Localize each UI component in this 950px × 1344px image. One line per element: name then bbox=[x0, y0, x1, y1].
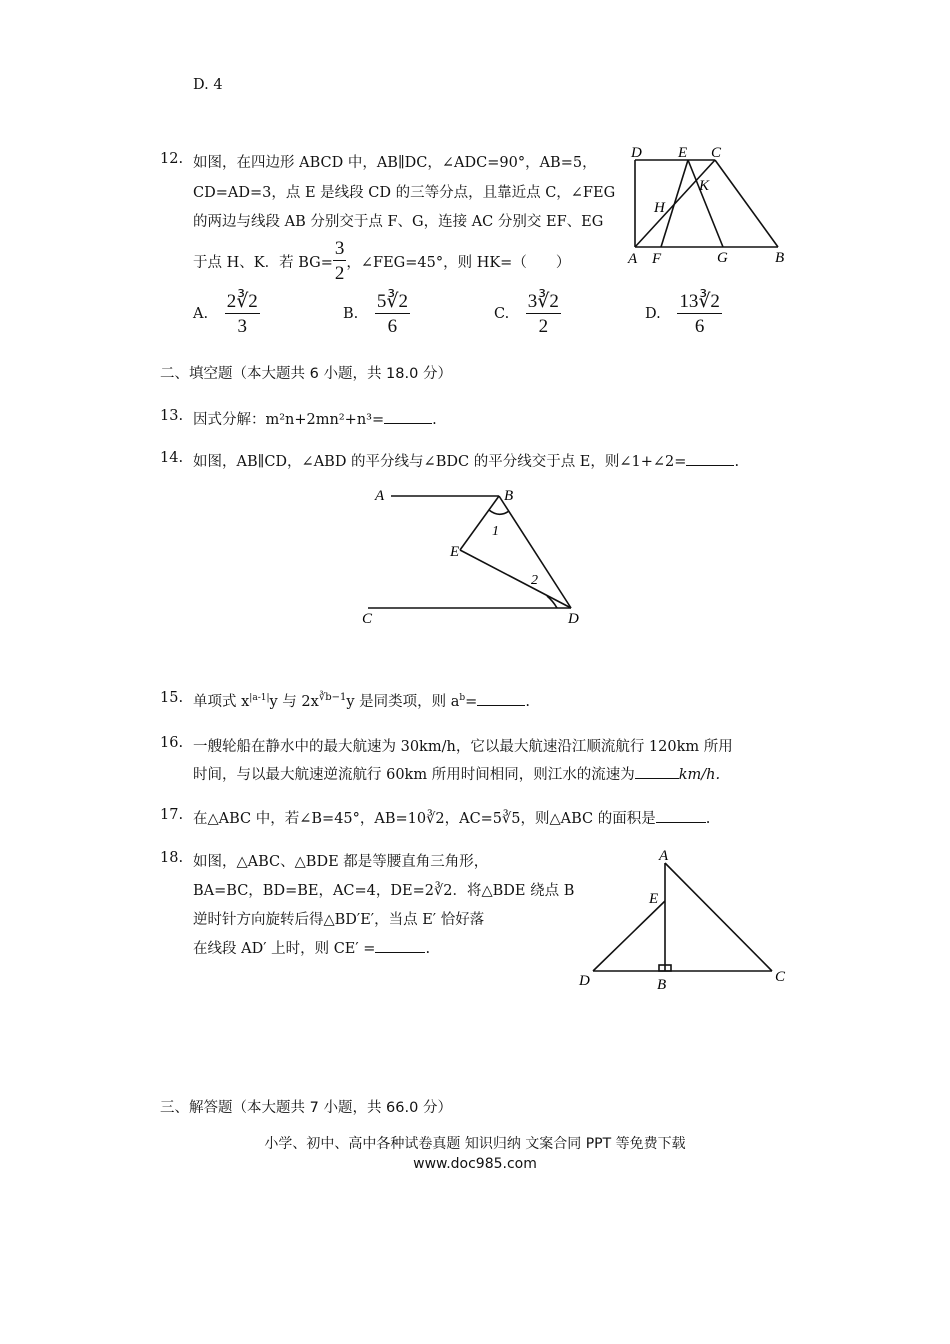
q14-seg-ed bbox=[460, 550, 571, 608]
q12-line4 bbox=[193, 240, 570, 282]
q18-answer-blank[interactable] bbox=[375, 952, 425, 953]
q12-seg-eg bbox=[688, 160, 723, 247]
q13-number: 13. bbox=[160, 408, 184, 424]
q14-answer-blank[interactable] bbox=[686, 465, 734, 466]
q12-option-c-label: C. bbox=[494, 306, 510, 322]
q12-option-b-fraction bbox=[375, 292, 410, 336]
q18-figure bbox=[575, 843, 795, 995]
q12-option-b[interactable] bbox=[343, 292, 410, 336]
q12-option-b-den: 6 bbox=[387, 316, 398, 337]
q12-option-a-num: 2∛2 bbox=[226, 291, 258, 312]
q17-line bbox=[193, 807, 710, 828]
q11-option-d: D. 4 bbox=[193, 77, 223, 93]
q12-bg-fraction bbox=[333, 239, 347, 283]
q14-figure bbox=[358, 480, 598, 630]
q18-line2: BA=BC，BD=BE，AC=4，DE=2∛2．将△BDE 绕点 B bbox=[193, 883, 575, 899]
q12-line1: 如图，在四边形 ABCD 中，AB∥DC，∠ADC=90°，AB=5， bbox=[193, 155, 597, 171]
q16-line1: 一艘轮船在静水中的最大航速为 30km/h，它以最大航速沿江顺流航行 120km 所用 bbox=[193, 739, 733, 755]
q15-text-a: 单项式 x bbox=[193, 694, 250, 710]
q14-label-e: E bbox=[450, 544, 460, 560]
q13-end: . bbox=[432, 412, 437, 428]
q12-option-d-num: 13∛2 bbox=[679, 291, 720, 312]
q14-label-d: D bbox=[568, 611, 579, 627]
q12-label-d: D bbox=[631, 145, 642, 161]
q12-option-d[interactable] bbox=[645, 292, 722, 336]
section-3-heading: 三、解答题（本大题共 7 小题，共 66.0 分） bbox=[160, 1100, 452, 1116]
q15-number: 15. bbox=[160, 690, 184, 706]
q14-seg-be bbox=[460, 496, 499, 550]
q16-line2-text: 时间，与以最大航速逆流航行 60km 所用时间相同，则江水的流速为 bbox=[193, 767, 635, 783]
q17-answer-blank[interactable] bbox=[656, 822, 706, 823]
q12-option-d-den: 6 bbox=[694, 316, 705, 337]
q14-line bbox=[193, 450, 739, 471]
q12-option-d-label: D. bbox=[645, 306, 661, 322]
q18-end: . bbox=[425, 941, 431, 957]
q12-label-c: C bbox=[711, 145, 722, 161]
q18-label-b: B bbox=[657, 977, 667, 993]
q16-line2 bbox=[193, 763, 720, 784]
q18-line3: 逆时针方向旋转后得△BD′E′，当点 E′ 恰好落 bbox=[193, 912, 485, 928]
q15-end: . bbox=[525, 694, 530, 710]
q18-seg-ac bbox=[665, 863, 772, 971]
q15-sup-2: ∛b−1 bbox=[318, 692, 347, 704]
q12-line4-pre: 于点 H、K．若 BG= bbox=[193, 254, 333, 271]
q15-sup-3: b bbox=[459, 693, 466, 704]
q12-label-a: A bbox=[628, 251, 638, 267]
q12-seg-ef bbox=[661, 160, 688, 247]
q12-line3: 的两边与线段 AB 分别交于点 F、G，连接 AC 分别交 EF、EG bbox=[193, 214, 604, 230]
q18-line4 bbox=[193, 937, 430, 958]
footer-url[interactable]: www.doc985.com bbox=[413, 1156, 537, 1172]
q12-option-c[interactable] bbox=[494, 292, 561, 336]
q15-text-b: y 与 2x bbox=[269, 694, 319, 710]
q12-figure bbox=[625, 142, 795, 267]
q12-option-c-num: 3∛2 bbox=[527, 291, 559, 312]
q15-sup-1: |a-1| bbox=[249, 693, 270, 704]
q18-label-a: A bbox=[659, 848, 669, 864]
q12-option-a[interactable] bbox=[193, 292, 260, 336]
q12-label-f: F bbox=[652, 251, 662, 267]
q18-number: 18. bbox=[160, 850, 184, 866]
q18-label-d: D bbox=[579, 973, 590, 989]
q14-label-c: C bbox=[362, 611, 373, 627]
q18-line4-text: 在线段 AD′ 上时，则 CE′ = bbox=[193, 941, 376, 957]
q12-option-a-fraction bbox=[225, 292, 260, 336]
q12-option-b-num: 5∛2 bbox=[376, 291, 408, 312]
q17-text: 在△ABC 中，若∠B=45°，AB=10∛2，AC=5∛5，则△ABC 的面积是 bbox=[193, 811, 656, 827]
q14-angle-1-arc bbox=[489, 510, 509, 514]
q13-answer-blank[interactable] bbox=[384, 423, 432, 424]
q16-answer-blank[interactable] bbox=[635, 778, 679, 779]
q12-option-a-label: A. bbox=[193, 306, 209, 322]
q12-label-e: E bbox=[678, 145, 688, 161]
q16-number: 16. bbox=[160, 735, 184, 751]
q12-number: 12. bbox=[160, 151, 184, 167]
q15-line bbox=[193, 690, 530, 711]
q14-seg-bd bbox=[499, 496, 571, 608]
q12-line4-post: ，∠FEG=45°，则 HK=（ ） bbox=[346, 254, 571, 271]
q14-label-a: A bbox=[375, 488, 385, 504]
q17-end: . bbox=[705, 811, 711, 827]
q14-label-angle-1: 1 bbox=[492, 524, 499, 539]
q13-text: 因式分解：m²n+2mn²+n³= bbox=[193, 412, 385, 428]
q15-text-d: = bbox=[465, 694, 478, 710]
q12-label-g: G bbox=[717, 250, 728, 266]
q14-label-b: B bbox=[504, 488, 514, 504]
section-2-heading: 二、填空题（本大题共 6 小题，共 18.0 分） bbox=[160, 366, 452, 382]
q12-label-h: H bbox=[654, 200, 665, 216]
q14-end: . bbox=[734, 454, 740, 470]
q12-label-k: K bbox=[699, 178, 710, 194]
q14-label-angle-2: 2 bbox=[531, 573, 538, 588]
q18-seg-de bbox=[593, 901, 665, 971]
q14-number: 14. bbox=[160, 450, 184, 466]
footer-line-1: 小学、初中、高中各种试卷真题 知识归纳 文案合同 PPT 等免费下载 bbox=[264, 1136, 686, 1152]
q18-label-e: E bbox=[649, 891, 659, 907]
q12-option-a-den: 3 bbox=[237, 316, 247, 337]
q12-seg-cb bbox=[715, 160, 778, 247]
q17-number: 17. bbox=[160, 807, 184, 823]
q18-label-c: C bbox=[775, 969, 786, 985]
q12-line2: CD=AD=3，点 E 是线段 CD 的三等分点，且靠近点 C，∠FEG bbox=[193, 185, 616, 201]
q15-answer-blank[interactable] bbox=[477, 705, 525, 706]
q12-option-c-den: 2 bbox=[538, 316, 549, 337]
q18-line1: 如图，△ABC、△BDE 都是等腰直角三角形， bbox=[193, 854, 489, 870]
q16-unit: km/h. bbox=[678, 767, 721, 783]
q12-label-b: B bbox=[775, 250, 785, 266]
q12-bg-num: 3 bbox=[334, 238, 345, 259]
q12-option-d-fraction bbox=[677, 292, 722, 336]
q12-option-b-label: B. bbox=[343, 306, 359, 322]
q13-line bbox=[193, 408, 437, 429]
q12-option-c-fraction bbox=[526, 292, 561, 336]
q15-text-c: y 是同类项，则 a bbox=[346, 694, 460, 710]
q14-text: 如图，AB∥CD，∠ABD 的平分线与∠BDC 的平分线交于点 E，则∠1+∠2= bbox=[193, 454, 687, 470]
q12-bg-den: 2 bbox=[334, 263, 345, 284]
